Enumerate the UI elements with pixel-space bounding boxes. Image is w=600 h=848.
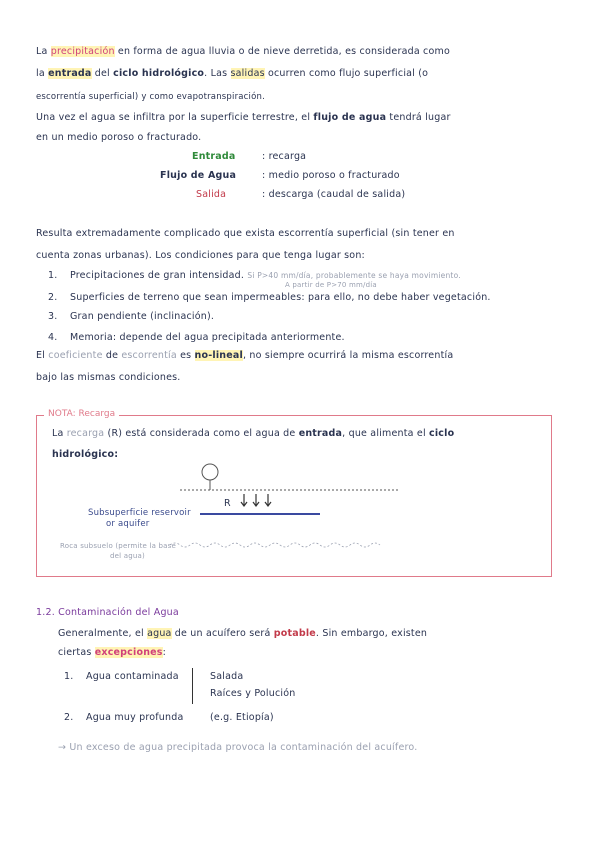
ciclo-word: ciclo [429, 428, 455, 439]
num: 1. [48, 270, 58, 281]
nolineal-word: no-lineal [194, 350, 243, 361]
p2-item2 [48, 292, 491, 303]
agua-word: agua [147, 628, 172, 639]
def-entrada-desc: : recarga [262, 151, 307, 162]
escorrentia-word: escorrentía [121, 350, 177, 361]
text: Agua contaminada [86, 671, 179, 682]
sec-item1-sub1: Salada [210, 671, 244, 682]
tree-icon [202, 464, 218, 480]
sec-item2-sub1: (e.g. Etiopía) [210, 712, 274, 723]
text: La [36, 46, 51, 57]
text: : [162, 647, 167, 658]
num: 2. [64, 712, 74, 723]
entrada-word: entrada [48, 68, 92, 79]
text: (R) está considerada como el agua de [104, 428, 299, 439]
p2-item1 [48, 270, 461, 281]
text: de un acuífero [171, 628, 250, 639]
coef-word: coeficiente [48, 350, 103, 361]
sec-item1 [64, 671, 179, 682]
note: para ello, no debe haber vegetación. [308, 292, 491, 303]
text: ciertas [58, 647, 95, 658]
text: ocurren como flujo superficial (o [264, 68, 429, 79]
def-salida-desc: : descarga (caudal de salida) [262, 189, 406, 200]
section-title: 1.2. Contaminación del Agua [36, 607, 179, 618]
rock-line [170, 543, 380, 547]
sec-line1 [58, 628, 427, 639]
p1-line5: en un medio poroso o fracturado. [36, 132, 202, 143]
text: Agua muy profunda [86, 712, 184, 723]
text: es [176, 350, 195, 361]
arrow-icons [241, 494, 271, 506]
ciclo-word: ciclo hidrológico [113, 68, 205, 79]
num: 4. [48, 332, 58, 343]
text: Gran pendiente (inclinación). [70, 311, 215, 322]
sec-item1-sub2: Raíces y Polución [210, 688, 296, 699]
def-flujo-term: Flujo de Agua [160, 170, 237, 181]
text: será [249, 628, 274, 639]
text: del [91, 68, 114, 79]
text: Precipitaciones de gran intensidad. [70, 270, 245, 281]
text: Superficies de terreno que sean impermeables: [70, 292, 305, 303]
recharge-diagram [160, 460, 480, 560]
p2-line2: cuenta zonas urbanas). Los condiciones para que tenga lugar son: [36, 250, 365, 261]
sec-line2 [58, 647, 166, 658]
def-flujo-desc: : medio poroso o fracturado [262, 170, 400, 181]
p2-item4 [48, 332, 345, 343]
diagram-label3: Roca subsuelo (permite la base [60, 542, 176, 550]
precipitation-word: precipitación [50, 46, 115, 57]
excepciones-word: excepciones [94, 647, 163, 658]
num: 1. [64, 671, 74, 682]
text: La [52, 428, 67, 439]
footer-note: → Un exceso de agua precipitada provoca la contaminación del acuífero. [58, 742, 418, 753]
diagram-r-label: R [224, 498, 231, 509]
text: de [102, 350, 122, 361]
p2-line4: bajo las mismas condiciones. [36, 372, 181, 383]
flujo-word: flujo de agua [313, 112, 387, 123]
p2-line1: Resulta extremadamente complicado que exista escorrentía superficial (sin tener en [36, 228, 455, 239]
diagram-label1: Subsuperficie reservoir [88, 508, 191, 518]
text: Generalmente, el [58, 628, 148, 639]
diagram-label2: or aquifer [106, 519, 150, 529]
sec-item2 [64, 712, 184, 723]
box-line1 [52, 428, 454, 439]
potable-word: potable [273, 628, 316, 639]
box-line2: hidrológico: [52, 449, 119, 460]
bracket-line [192, 668, 193, 704]
text: El [36, 350, 49, 361]
def-salida-term: Salida [196, 189, 227, 200]
text: . Las [204, 68, 231, 79]
note-box-title: NOTA: Recarga [44, 409, 119, 419]
text: , no siempre ocurrirá la misma escorrentía [242, 350, 454, 361]
text: la [36, 68, 49, 79]
p2-line3 [36, 350, 453, 361]
diagram-label4: del agua) [110, 552, 145, 560]
p1-line2 [36, 68, 428, 79]
note: Si P>40 mm/día, probablemente se haya movimiento. [247, 271, 461, 280]
text: tendrá lugar [386, 112, 451, 123]
text: , que alimenta el [342, 428, 430, 439]
salidas-word: salidas [230, 68, 265, 79]
num: 3. [48, 311, 58, 322]
entrada-word: entrada [298, 428, 343, 439]
text: Una vez el agua se infiltra por la superficie terrestre, el [36, 112, 314, 123]
def-entrada-term: Entrada [192, 151, 236, 162]
p1-line1 [36, 46, 450, 57]
p1-line3: escorrentía superficial) y como evapotranspiración. [36, 92, 266, 102]
p1-line4 [36, 112, 451, 123]
recarga-word: recarga [66, 428, 105, 439]
text: en forma de agua lluvia o de nieve derretida, es considerada como [114, 46, 450, 57]
text: Memoria: depende del agua precipitada anteriormente. [70, 332, 345, 343]
text: . Sin embargo, existen [315, 628, 428, 639]
p2-item1-note2: A partir de P>70 mm/día [285, 281, 377, 289]
p2-item3 [48, 311, 214, 322]
num: 2. [48, 292, 58, 303]
